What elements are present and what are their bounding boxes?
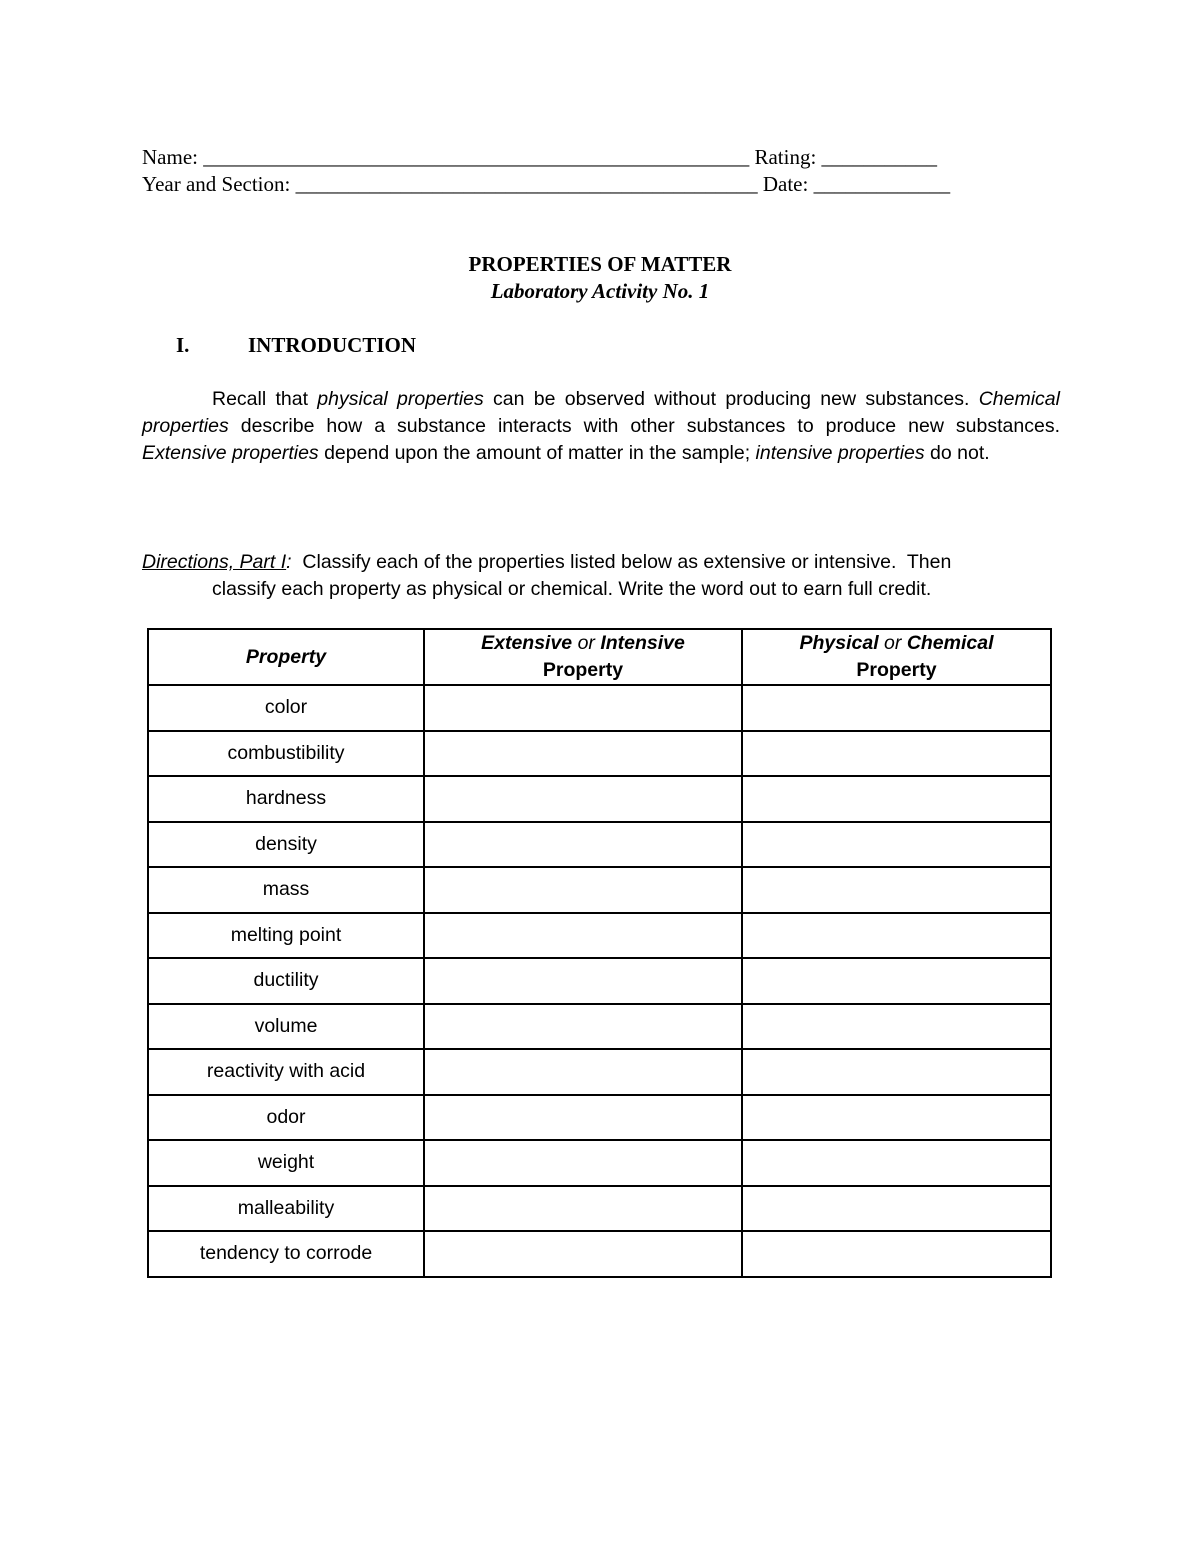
property-cell: ductility [148,958,424,1004]
physical-chemical-answer-cell[interactable] [742,1140,1051,1186]
extensive-intensive-answer-cell[interactable] [424,1004,742,1050]
directions-line-1: Classify each of the properties listed below as extensive or intensive. Then [291,551,952,573]
table-row [148,685,1051,731]
physical-chemical-answer-cell[interactable] [742,731,1051,777]
header-property [148,629,424,685]
term-physical-properties: physical properties [317,388,484,410]
section-number: I. [176,333,190,357]
intro-paragraph [142,386,1060,467]
intro-text-1: Recall that [212,388,318,410]
directions-line-2: classify each property as physical or chemical. Write the word out to earn full credit. [212,578,932,600]
table-row [148,822,1051,868]
property-cell: volume [148,1004,424,1050]
physical-chemical-answer-cell[interactable] [742,1095,1051,1141]
header-or-word: or [878,632,907,654]
extensive-intensive-answer-cell[interactable] [424,1140,742,1186]
extensive-intensive-answer-cell[interactable] [424,958,742,1004]
extensive-intensive-answer-cell[interactable] [424,685,742,731]
table-row [148,1095,1051,1141]
property-cell: odor [148,1095,424,1141]
property-cell: combustibility [148,731,424,777]
table-row [148,913,1051,959]
properties-table [147,628,1052,1278]
header-extensive-intensive [424,629,742,685]
term-intensive-properties: intensive properties [755,442,925,464]
physical-chemical-answer-cell[interactable] [742,958,1051,1004]
property-cell: hardness [148,776,424,822]
term-extensive-properties: Extensive properties [142,442,319,464]
table-row [148,776,1051,822]
intro-text-5: do not. [924,442,990,464]
physical-chemical-answer-cell[interactable] [742,1004,1051,1050]
header-intensive-word: Intensive [600,632,685,654]
table-row [148,867,1051,913]
page-title: PROPERTIES OF MATTER [468,252,732,276]
table-row [148,1186,1051,1232]
directions-colon: : [286,551,292,573]
header-chemical-word: Chemical [906,632,994,654]
intro-text-4: depend upon the amount of matter in the sample; [318,442,756,464]
table-row [148,1140,1051,1186]
table-header-row [148,629,1051,685]
physical-chemical-answer-cell[interactable] [742,867,1051,913]
directions-label: Directions, Part I [142,551,287,573]
extensive-intensive-answer-cell[interactable] [424,1049,742,1095]
header-physical-chemical [742,629,1051,685]
property-cell: density [148,822,424,868]
header-extensive-word: Extensive [481,632,573,654]
physical-chemical-answer-cell[interactable] [742,776,1051,822]
extensive-intensive-answer-cell[interactable] [424,822,742,868]
property-cell: tendency to corrode [148,1231,424,1277]
table-row [148,958,1051,1004]
page-subtitle: Laboratory Activity No. 1 [490,279,710,303]
header-physical-word: Physical [799,632,879,654]
physical-chemical-answer-cell[interactable] [742,685,1051,731]
header-or-word: or [572,632,601,654]
section-title: INTRODUCTION [248,333,417,357]
property-cell: melting point [148,913,424,959]
table-row [148,1004,1051,1050]
table-row [148,1049,1051,1095]
year-section-date-line: Year and Section: ____________________________________________ Date: _____________ [142,172,951,196]
extensive-intensive-answer-cell[interactable] [424,913,742,959]
physical-chemical-answer-cell[interactable] [742,822,1051,868]
section-heading [176,332,416,358]
intro-text-3: describe how a substance interacts with other substances to produce new substances. [228,415,1060,437]
physical-chemical-answer-cell[interactable] [742,913,1051,959]
physical-chemical-answer-cell[interactable] [742,1186,1051,1232]
property-cell: mass [148,867,424,913]
property-cell: weight [148,1140,424,1186]
header-property-word: Property [542,659,624,681]
table-row [148,731,1051,777]
property-cell: reactivity with acid [148,1049,424,1095]
physical-chemical-answer-cell[interactable] [742,1231,1051,1277]
extensive-intensive-answer-cell[interactable] [424,1095,742,1141]
property-cell: malleability [148,1186,424,1232]
table-row [148,1231,1051,1277]
property-cell: color [148,685,424,731]
extensive-intensive-answer-cell[interactable] [424,731,742,777]
extensive-intensive-answer-cell[interactable] [424,1231,742,1277]
extensive-intensive-answer-cell[interactable] [424,776,742,822]
extensive-intensive-answer-cell[interactable] [424,867,742,913]
physical-chemical-answer-cell[interactable] [742,1049,1051,1095]
header-property-word: Property [856,659,937,681]
extensive-intensive-answer-cell[interactable] [424,1186,742,1232]
name-rating-line: Name: ____________________________________________________ Rating: ___________ [142,145,938,169]
term-chemical-properties: Chemical properties [142,388,1060,437]
intro-text-2: can be observed without producing new substances. [483,388,979,410]
directions [142,549,1062,603]
header-property-label: Property [245,645,327,668]
